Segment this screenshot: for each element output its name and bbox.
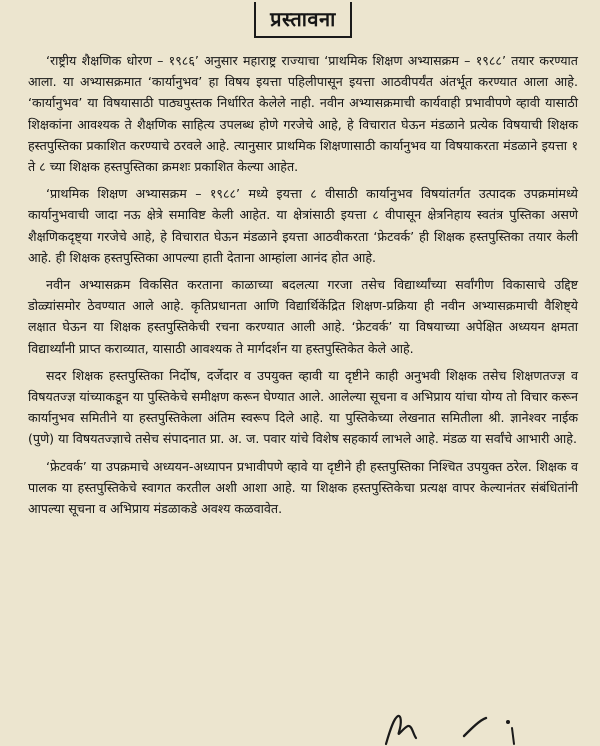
paragraph-4: सदर शिक्षक हस्तपुस्तिका निर्दोष, दर्जेदार व उपयुक्त व्हावी या दृष्टीने काही अनुभवी शिक्षक तसेच शिक्षणतज्ज्ञ व विषयतज्ज्ञ यांच्याकडून या पुस्तिकेचे समीक्षण करून घेण्यात आले. आलेल्या सूचना व अभिप्राय यांचा योग्य तो विचार करून कार्यानुभव समितीने या हस्तपुस्तिकेला अंतिम स्वरूप दिले आहे. या पुस्तिकेच्या लेखनात समितीला श्री. ज्ञानेश्वर नाईक (पुणे) या विषयतज्ज्ञाचे तसेच संपादनात प्रा. अ. ज. पवार यांचे विशेष सहकार्य लाभले आहे. मंडळ या सर्वांचे आभारी आहे. <box>28 367 578 447</box>
paragraph-2: ‘प्राथमिक शिक्षण अभ्यासक्रम – १९८८’ मध्ये इयत्ता ८ वीसाठी कार्यानुभव विषयांतर्गत उत्पादक उपक्रमांमध्ये कार्यानुभवाची जादा नऊ क्षेत्रे समाविष्ट केली आहेत. या क्षेत्रांसाठी इयत्ता ८ वीपासून क्षेत्रनिहाय स्वतंत्र पुस्तिका असणे शैक्षणिकदृष्ट्या गरजेचे आहे, हे विचारात घेऊन मंडळाने इयत्ता आठवीकरता ‘फ्रेटवर्क’ ही शिक्षक हस्तपुस्तिका तयार केली आहे. ही शिक्षक हस्तपुस्तिका आपल्या हाती देताना आम्हांला आनंद होत आहे. <box>28 186 578 265</box>
paragraph-5: ‘फ्रेटवर्क’ या उपक्रमाचे अध्ययन-अध्यापन प्रभावीपणे व्हावे या दृष्टीने ही हस्तपुस्तिका निश्चित उपयुक्त ठरेल. शिक्षक व पालक या हस्तपुस्तिकेचे स्वागत करतील अशी आशा आहे. या शिक्षक हस्तपुस्तिकेचा प्रत्यक्ष वापर केल्यानंतर संबंधितांनी आपल्या सूचना व अभिप्राय मंडळाकडे अवश्य कळवावेत. <box>28 458 578 517</box>
title-area <box>28 0 578 42</box>
page-title: प्रस्तावना <box>254 2 352 38</box>
paragraph-1: ‘राष्ट्रीय शैक्षणिक धोरण – १९८६’ अनुसार महाराष्ट्र राज्याचा ‘प्राथमिक शिक्षण अभ्यासक्रम – १९८८’ तयार करण्यात आला. या अभ्यासक्रमात ‘कार्यानुभव’ हा विषय इयत्ता पहिलीपासून इयत्ता आठवीपर्यंत अंतर्भूत करण्यात आला आहे. ‘कार्यानुभव’ या विषयासाठी पाठ्यपुस्तक निर्धारित केलेले नाही. नवीन अभ्यासक्रमाची कार्यवाही प्रभावीपणे व्हावी यासाठी शिक्षकांना आवश्यक ते शैक्षणिक साहित्य उपलब्ध होणे गरजेचे आहे, हे विचारात घेऊन मंडळाने प्रत्येक विषयाची शिक्षक हस्तपुस्तिका प्रकाशित करण्याचे ठरवले आहे. त्यानुसार प्राथमिक शिक्षणासाठी कार्यानुभव या विषयाकरता मंडळाने इयत्ता १ ते ८ च्या शिक्षक हस्तपुस्तिका क्रमशः प्रकाशित केल्या आहेत. <box>28 53 578 175</box>
paragraph-3: नवीन अभ्यासक्रम विकसित करताना काळाच्या बदलत्या गरजा तसेच विद्यार्थ्यांच्या सर्वांगीण विकासाचे उद्दिष्ट डोळ्यांसमोर ठेवण्यात आले आहे. कृतिप्रधानता आणि विद्यार्थिकेंद्रित शिक्षण-प्रक्रिया ही नवीन अभ्यासक्रमाची वैशिष्ट्ये लक्षात घेऊन या शिक्षक हस्तपुस्तिकेची रचना करण्यात आली आहे. ‘फ्रेटवर्क’ या विषयाच्या अपेक्षित अध्ययन क्षमता विद्यार्थ्यांनी प्राप्त कराव्यात, यासाठी आवश्यक ते मार्गदर्शन या हस्तपुस्तिकेत केले आहे. <box>28 277 578 356</box>
signature-icon <box>372 706 532 746</box>
preface-body <box>28 50 578 519</box>
